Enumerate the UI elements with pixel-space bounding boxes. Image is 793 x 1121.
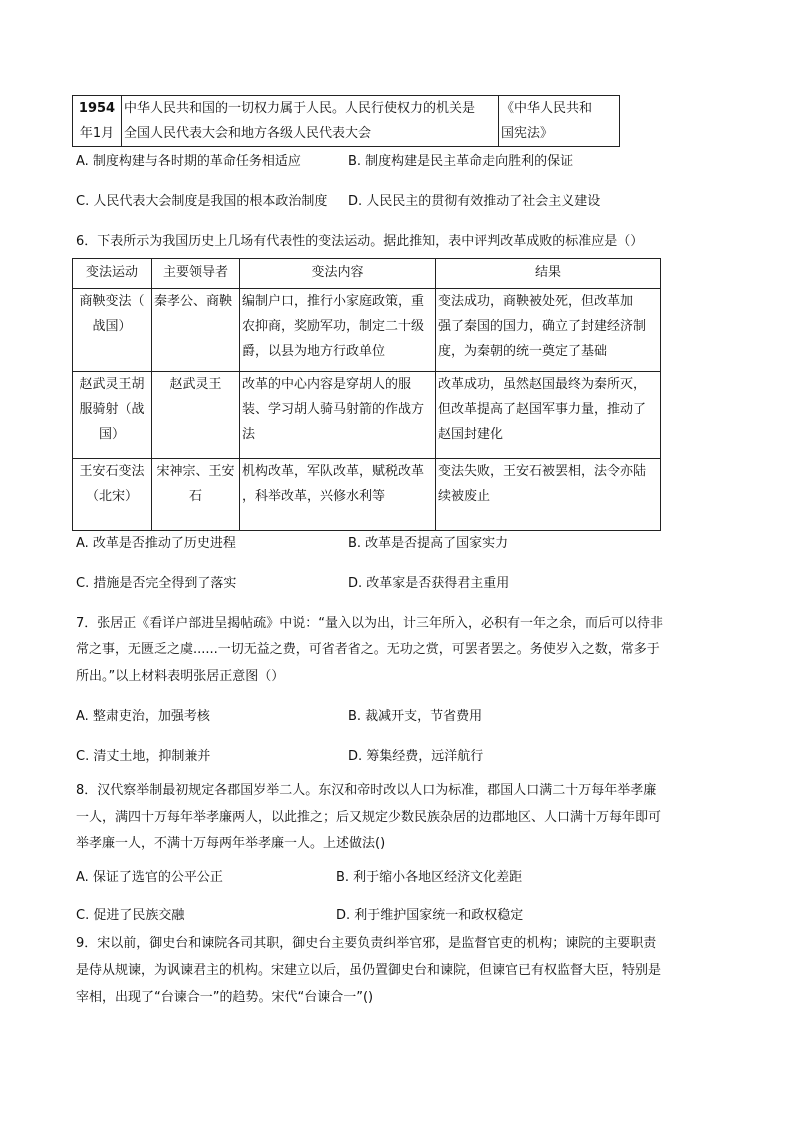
q6-option-a: A. 改革是否推动了历史进程 bbox=[76, 536, 236, 551]
leader-cell bbox=[152, 459, 240, 531]
content-line: 中华人民共和国的一切权力属于人民。人民行使权力的机关是 bbox=[124, 101, 476, 116]
q6-option-c: C. 措施是否完全得到了落实 bbox=[76, 576, 237, 591]
result-cell bbox=[436, 459, 661, 531]
source-cell bbox=[499, 96, 620, 147]
header-cell: 结果 bbox=[436, 259, 661, 289]
q8-option-c: C. 促进了民族交融 bbox=[76, 908, 185, 923]
q7-option-c: C. 清丈土地，抑制兼并 bbox=[76, 749, 211, 764]
q7-option-a: A. 整肃吏治，加强考核 bbox=[76, 709, 210, 724]
q7-stem-line: 7．张居正《看详户部进呈揭帖疏》中说：“量入以为出，计三年所入，必积有一年之余，而后可以待非 bbox=[76, 616, 664, 631]
cell-line: ，科举改革，兴修水利等 bbox=[242, 489, 386, 504]
header-cell: 变法运动 bbox=[73, 259, 152, 289]
reform-table bbox=[72, 258, 661, 531]
cell-line: 变法失败，王安石被罢相，法令亦陆 bbox=[438, 464, 647, 479]
content-cell bbox=[240, 289, 436, 372]
q5-option-a: A. 制度构建与各时期的革命任务相适应 bbox=[76, 154, 301, 169]
cell-line: 续被废止 bbox=[438, 489, 491, 504]
cell-line: 但改革提高了赵国军事力量，推动了 bbox=[438, 402, 647, 417]
cell-line: 秦孝公、商鞅 bbox=[154, 294, 233, 309]
q5-option-c: C. 人民代表大会制度是我国的根本政治制度 bbox=[76, 194, 328, 209]
cell-line: 度，为秦朝的统一奠定了基础 bbox=[438, 344, 608, 359]
cell-line: （北宋） bbox=[85, 489, 138, 504]
leader-cell bbox=[152, 289, 240, 372]
q7-stem-line: 常之事，无匮乏之虞......一切无益之费，可省者省之。无功之赏，可罢者罢之。务使岁入之数，常多于 bbox=[76, 642, 660, 657]
cell-line: 改革的中心内容是穿胡人的服 bbox=[242, 377, 412, 392]
header-cell: 主要领导者 bbox=[152, 259, 240, 289]
cell-line: 编制户口，推行小家庭政策，重 bbox=[242, 294, 425, 309]
q7-option-b: B. 裁减开支，节省费用 bbox=[348, 709, 483, 724]
cell-line: 赵武灵王 bbox=[169, 377, 222, 392]
table-header-row bbox=[73, 259, 661, 289]
cell-line: 宋神宗、王安 bbox=[156, 464, 235, 479]
date-month: 年1月 bbox=[79, 126, 115, 141]
table-row bbox=[73, 372, 661, 459]
q9-stem-line: 宰相，出现了“台谏合一”的趋势。宋代“台谏合一”() bbox=[76, 990, 374, 1005]
q6-option-d: D. 改革家是否获得君主重用 bbox=[348, 576, 510, 591]
table-row bbox=[73, 459, 661, 531]
result-cell bbox=[436, 372, 661, 459]
q6-stem: 6．下表所示为我国历史上几场有代表性的变法运动。据此推知，表中评判改革成败的标准应是（） bbox=[76, 234, 644, 249]
q8-option-d: D. 利于维护国家统一和政权稳定 bbox=[336, 908, 524, 923]
cell-line: 石 bbox=[188, 489, 202, 504]
q5-option-b: B. 制度构建是民主革命走向胜利的保证 bbox=[348, 154, 574, 169]
date-year: 1954 bbox=[78, 101, 116, 116]
q7-stem-line: 所出。”以上材料表明张居正意图（） bbox=[76, 669, 285, 684]
q8-stem-line: 举孝廉一人，不满十万每两年举孝廉一人。上述做法() bbox=[76, 836, 386, 851]
result-cell bbox=[436, 289, 661, 372]
cell-line: 王安石变法 bbox=[79, 464, 145, 479]
cell-line: 服骑射（战 bbox=[79, 402, 145, 417]
q8-stem-line: 8．汉代察举制最初规定各郡国岁举二人。东汉和帝时改以人口为标准，郡国人口满二十万每年举孝廉 bbox=[76, 783, 657, 798]
source-line: 《中华人民共和 bbox=[501, 101, 593, 116]
cell-line: 变法成功，商鞅被处死，但改革加 bbox=[438, 294, 634, 309]
content-cell bbox=[240, 459, 436, 531]
reform-name-cell bbox=[73, 372, 152, 459]
reform-name-cell bbox=[73, 289, 152, 372]
cell-line: 战国） bbox=[92, 319, 132, 334]
content-cell bbox=[240, 372, 436, 459]
cell-line: 改革成功，虽然赵国最终为秦所灭， bbox=[438, 377, 647, 392]
reform-name-cell bbox=[73, 459, 152, 531]
leader-cell bbox=[152, 372, 240, 459]
q8-option-b: B. 利于缩小各地区经济文化差距 bbox=[336, 870, 523, 885]
header-cell: 变法内容 bbox=[240, 259, 436, 289]
cell-line: 赵武灵王胡 bbox=[79, 377, 145, 392]
q7-option-d: D. 筹集经费，远洋航行 bbox=[348, 749, 484, 764]
cell-line: 强了秦国的国力，确立了封建经济制 bbox=[438, 319, 647, 334]
cell-line: 法 bbox=[242, 427, 256, 442]
q6-option-b: B. 改革是否提高了国家实力 bbox=[348, 536, 509, 551]
q9-stem-line: 9．宋以前，御史台和谏院各司其职，御史台主要负责纠举官邪，是监督官吏的机构；谏院的主要职责 bbox=[76, 936, 657, 951]
q8-stem-line: 一人，满四十万每年举孝廉两人，以此推之；后又规定少数民族杂居的边郡地区、人口满十万每年即可 bbox=[76, 810, 662, 825]
source-line: 国宪法》 bbox=[501, 126, 554, 141]
constitution-table bbox=[72, 95, 620, 147]
q8-option-a: A. 保证了选官的公平公正 bbox=[76, 870, 223, 885]
cell-line: 农抑商，奖励军功，制定二十级 bbox=[242, 319, 425, 334]
cell-line: 赵国封建化 bbox=[438, 427, 504, 442]
table-row bbox=[73, 289, 661, 372]
cell-line: 装、学习胡人骑马射箭的作战方 bbox=[242, 402, 425, 417]
q9-stem-line: 是侍从规谏，为讽谏君主的机构。宋建立以后，虽仍置御史台和谏院，但谏官已有权监督大臣，特别是 bbox=[76, 963, 662, 978]
cell-line: 国） bbox=[98, 427, 125, 442]
cell-line: 爵，以县为地方行政单位 bbox=[242, 344, 386, 359]
date-cell bbox=[73, 96, 122, 147]
q5-option-d: D. 人民民主的贯彻有效推动了社会主义建设 bbox=[348, 194, 601, 209]
content-line: 全国人民代表大会和地方各级人民代表大会 bbox=[124, 126, 372, 141]
cell-line: 机构改革，军队改革，赋税改革 bbox=[242, 464, 425, 479]
cell-line: 商鞅变法（ bbox=[79, 294, 145, 309]
content-cell bbox=[122, 96, 499, 147]
